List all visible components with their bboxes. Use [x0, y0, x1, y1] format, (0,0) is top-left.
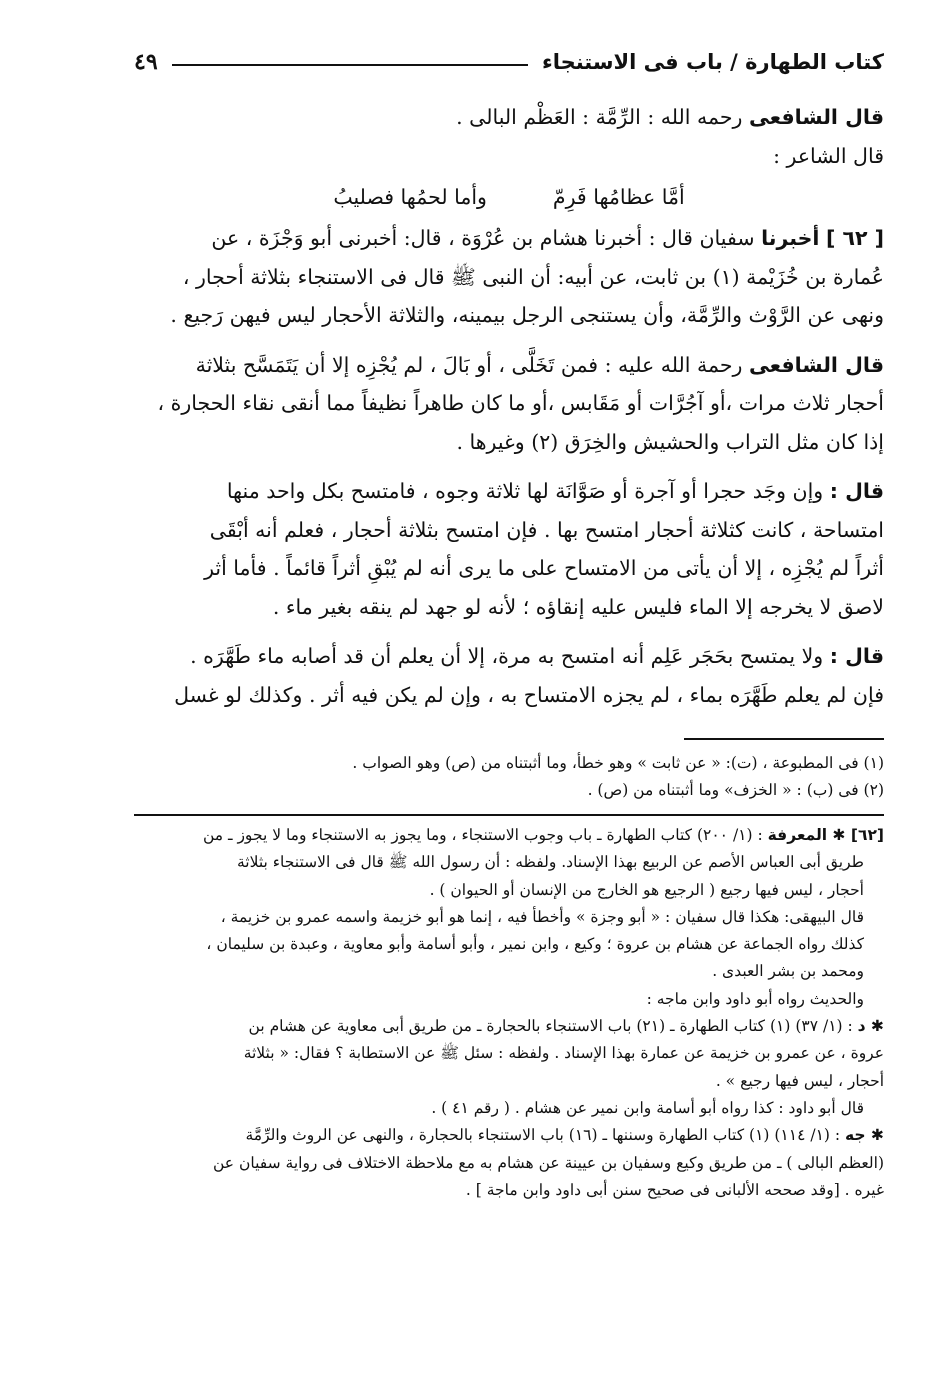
hadith-line: سفيان قال : أخبرنا هشام بن عُرْوَة ، قال: أخبرنى أبو وَجْزَة ، عن — [211, 226, 755, 250]
paragraph-line: أثراً لم يُجْزِه ، إلا أن يأتى من الامتساح على ما يرى أنه لم يُبْقِ أثراً قائماً . فأما أثر — [204, 556, 884, 580]
paragraph-shafii-ruling — [134, 346, 884, 462]
running-title: كتاب الطهارة / باب فى الاستنجاء — [541, 50, 884, 74]
commentary-ibn-majah — [134, 1122, 884, 1204]
paragraph-line: أحجار ثلاث مرات ،أو آجُرَّات أو مَقَابس ،أو ما كان طاهراً نظيفاً مما أنقى نقاء الحجارة ، — [157, 391, 884, 415]
paragraph-line: امتساحة ، كانت كثلاثة أحجار امتسح بها . فإن امتسح بثلاثة أحجار ، فعلم أنه أبْقَى — [209, 517, 884, 542]
commentary-line: أحجار ، ليس فيها رجيع ( الرجيع هو الخارج من الإنسان أو الحيوان ) . — [429, 880, 864, 899]
paragraph-line: إذا كان مثل التراب والحشيش والخِرَق (٢) وغيرها . — [456, 429, 884, 454]
speaker-label: قال الشافعى — [748, 105, 884, 129]
header-rule — [172, 64, 528, 66]
page-number: ٤٩ — [134, 49, 158, 75]
commentary-rule — [134, 814, 884, 816]
running-header — [134, 42, 884, 82]
source-label: ✱ جه — [845, 1126, 884, 1145]
commentary-line: غيره . [وقد صححه الألبانى فى صحيح سنن أبى داود وابن ماجة ] . — [465, 1180, 884, 1199]
hadith-line: ونهى عن الرَّوْث والرِّمَّة، وأن يستنجى الرجل بيمينه، والثلاثة الأحجار ليس فيهن رَجيع . — [170, 303, 884, 327]
speaker-label: قال : — [829, 644, 884, 668]
commentary-line: عروة ، عن عمرو بن خزيمة عن عمارة بهذا الإسناد . ولفظه : سئل ﷺ عن الاستطابة ؟ فقال: « بثلاثة — [243, 1044, 884, 1063]
commentary-line: (العظم البالى ) ـ من طريق وكيع وسفيان بن عيينة عن هشام به مع ملاحظة الاختلاف فى رواية سفيان عن — [213, 1153, 884, 1172]
hadith-lead: أخبرنا — [761, 226, 820, 250]
paragraph-line: وإن وجَد حجرا أو آجرة أو صَوَّانَة لها ثلاثة وجوه ، فامتسح بكل واحد منها — [226, 479, 824, 503]
commentary-line: أحجار ، ليس فيها رجيع » . — [715, 1071, 884, 1090]
paragraph-line: لاصق لا يخرجه إلا الماء فليس عليه إنقاؤه ؛ لأنه لو جهد لم ينقه بغير ماء . — [272, 594, 884, 619]
speaker-label: قال : — [829, 479, 884, 503]
paragraph-line: ولا يمتسح بحَجَر عَلِم أنه امتسح به مرة، إلا أن يعلم أن قد أصابه ماء طَهَّرَه . — [190, 644, 824, 668]
commentary-line: : (١/ ٣٧) (١) كتاب الطهارة ـ (٢١) باب الاستنجاء بالحجارة ـ من طريق أبى معاوية عن هشام بن — [248, 1017, 853, 1036]
commentary-line: كذلك رواه الجماعة عن هشام بن عروة ؛ وكيع ، وابن نمير ، وأبو أسامة وأبو معاوية ، وعبدة بن سليمان ، — [206, 935, 864, 954]
poetry-verse — [134, 177, 884, 217]
commentary-line: : (١/ ١١٤) (١) كتاب الطهارة وسننها ـ (١٦) باب الاستنجاء بالحجارة ، والنهى عن الروث والرِّمَّة — [245, 1126, 841, 1145]
commentary-abu-dawud — [134, 1013, 884, 1095]
commentary-line: طريق أبى العباس الأصم عن الربيع بهذا الإسناد. ولفظه : أن رسول الله ﷺ قال فى الاستنجاء بثلاثة — [236, 853, 864, 872]
footnotes — [134, 750, 884, 804]
commentary — [134, 822, 884, 1204]
source-label: [٦٢] ✱ المعرفة — [767, 826, 884, 844]
footnote-1: (١) فى المطبوعة ، (ت): « عن ثابت » وهو خطأ، وما أثبتناه من (ص) وهو الصواب . — [352, 754, 884, 772]
footnote-rule — [684, 738, 884, 740]
commentary-line: قال البيهقى: هكذا قال سفيان : « أبو وجزة » وأخطأ فيه ، إنما هو أبو خزيمة واسمه عمرو بن خزيمة ، — [220, 907, 864, 926]
footnote-2: (٢) فى (ب) : « الخزف» وما أثبتناه من (ص) . — [587, 781, 884, 799]
commentary-bayhaqi — [134, 904, 884, 986]
paragraph-line: فإن لم يعلم طَهَّرَه بماء ، لم يجزه الامتساح به ، وإن لم يكن فيه أثر . وكذلك لو غسل — [174, 682, 884, 707]
poet-intro: قال الشاعر : — [773, 143, 884, 168]
hadith-62 — [134, 219, 884, 335]
paragraph-text: رحمه الله : الرِّمَّة : العَظْم البالى . — [456, 105, 743, 129]
commentary-sources-intro: والحديث رواه أبو داود وابن ماجه : — [646, 989, 864, 1008]
hadith-line: عُمارة بن خُزَيْمة (١) بن ثابت، عن أبيه: أن النبى ﷺ قال فى الاستنجاء بثلاثة أحجار ، — [182, 264, 884, 289]
commentary-marifa — [134, 822, 884, 904]
paragraph-stone-faces — [134, 472, 884, 626]
paragraph-shafii-definition — [134, 98, 884, 137]
paragraph-used-stone — [134, 637, 884, 714]
paragraph-line: رحمة الله عليه : فمن تَخَلَّى ، أو بَالَ ، لم يُجْزِه إلا أن يَتَمَسَّح بثلاثة — [195, 352, 743, 377]
commentary-abu-dawud-note: قال أبو داود : كذا رواه أبو أسامة وابن نمير عن هشام . ( رقم ٤١ ) . — [431, 1098, 864, 1117]
main-text — [134, 98, 884, 714]
verse-first-hemistich: أمَّا عظامُها فَرِمّ — [552, 185, 685, 209]
source-label: ✱ د — [857, 1017, 884, 1036]
commentary-line: : (١/ ٢٠٠) كتاب الطهارة ـ باب وجوب الاستنجاء ، وما يجوز به الاستنجاء وما لا يجوز ـ من — [202, 826, 763, 844]
speaker-label: قال الشافعى — [748, 352, 884, 377]
hadith-number: [ ٦٢ ] — [825, 226, 884, 250]
commentary-line: ومحمد بن بشر العبدى . — [712, 962, 864, 981]
verse-second-hemistich: وأما لحمُها فصليبُ — [333, 185, 487, 209]
